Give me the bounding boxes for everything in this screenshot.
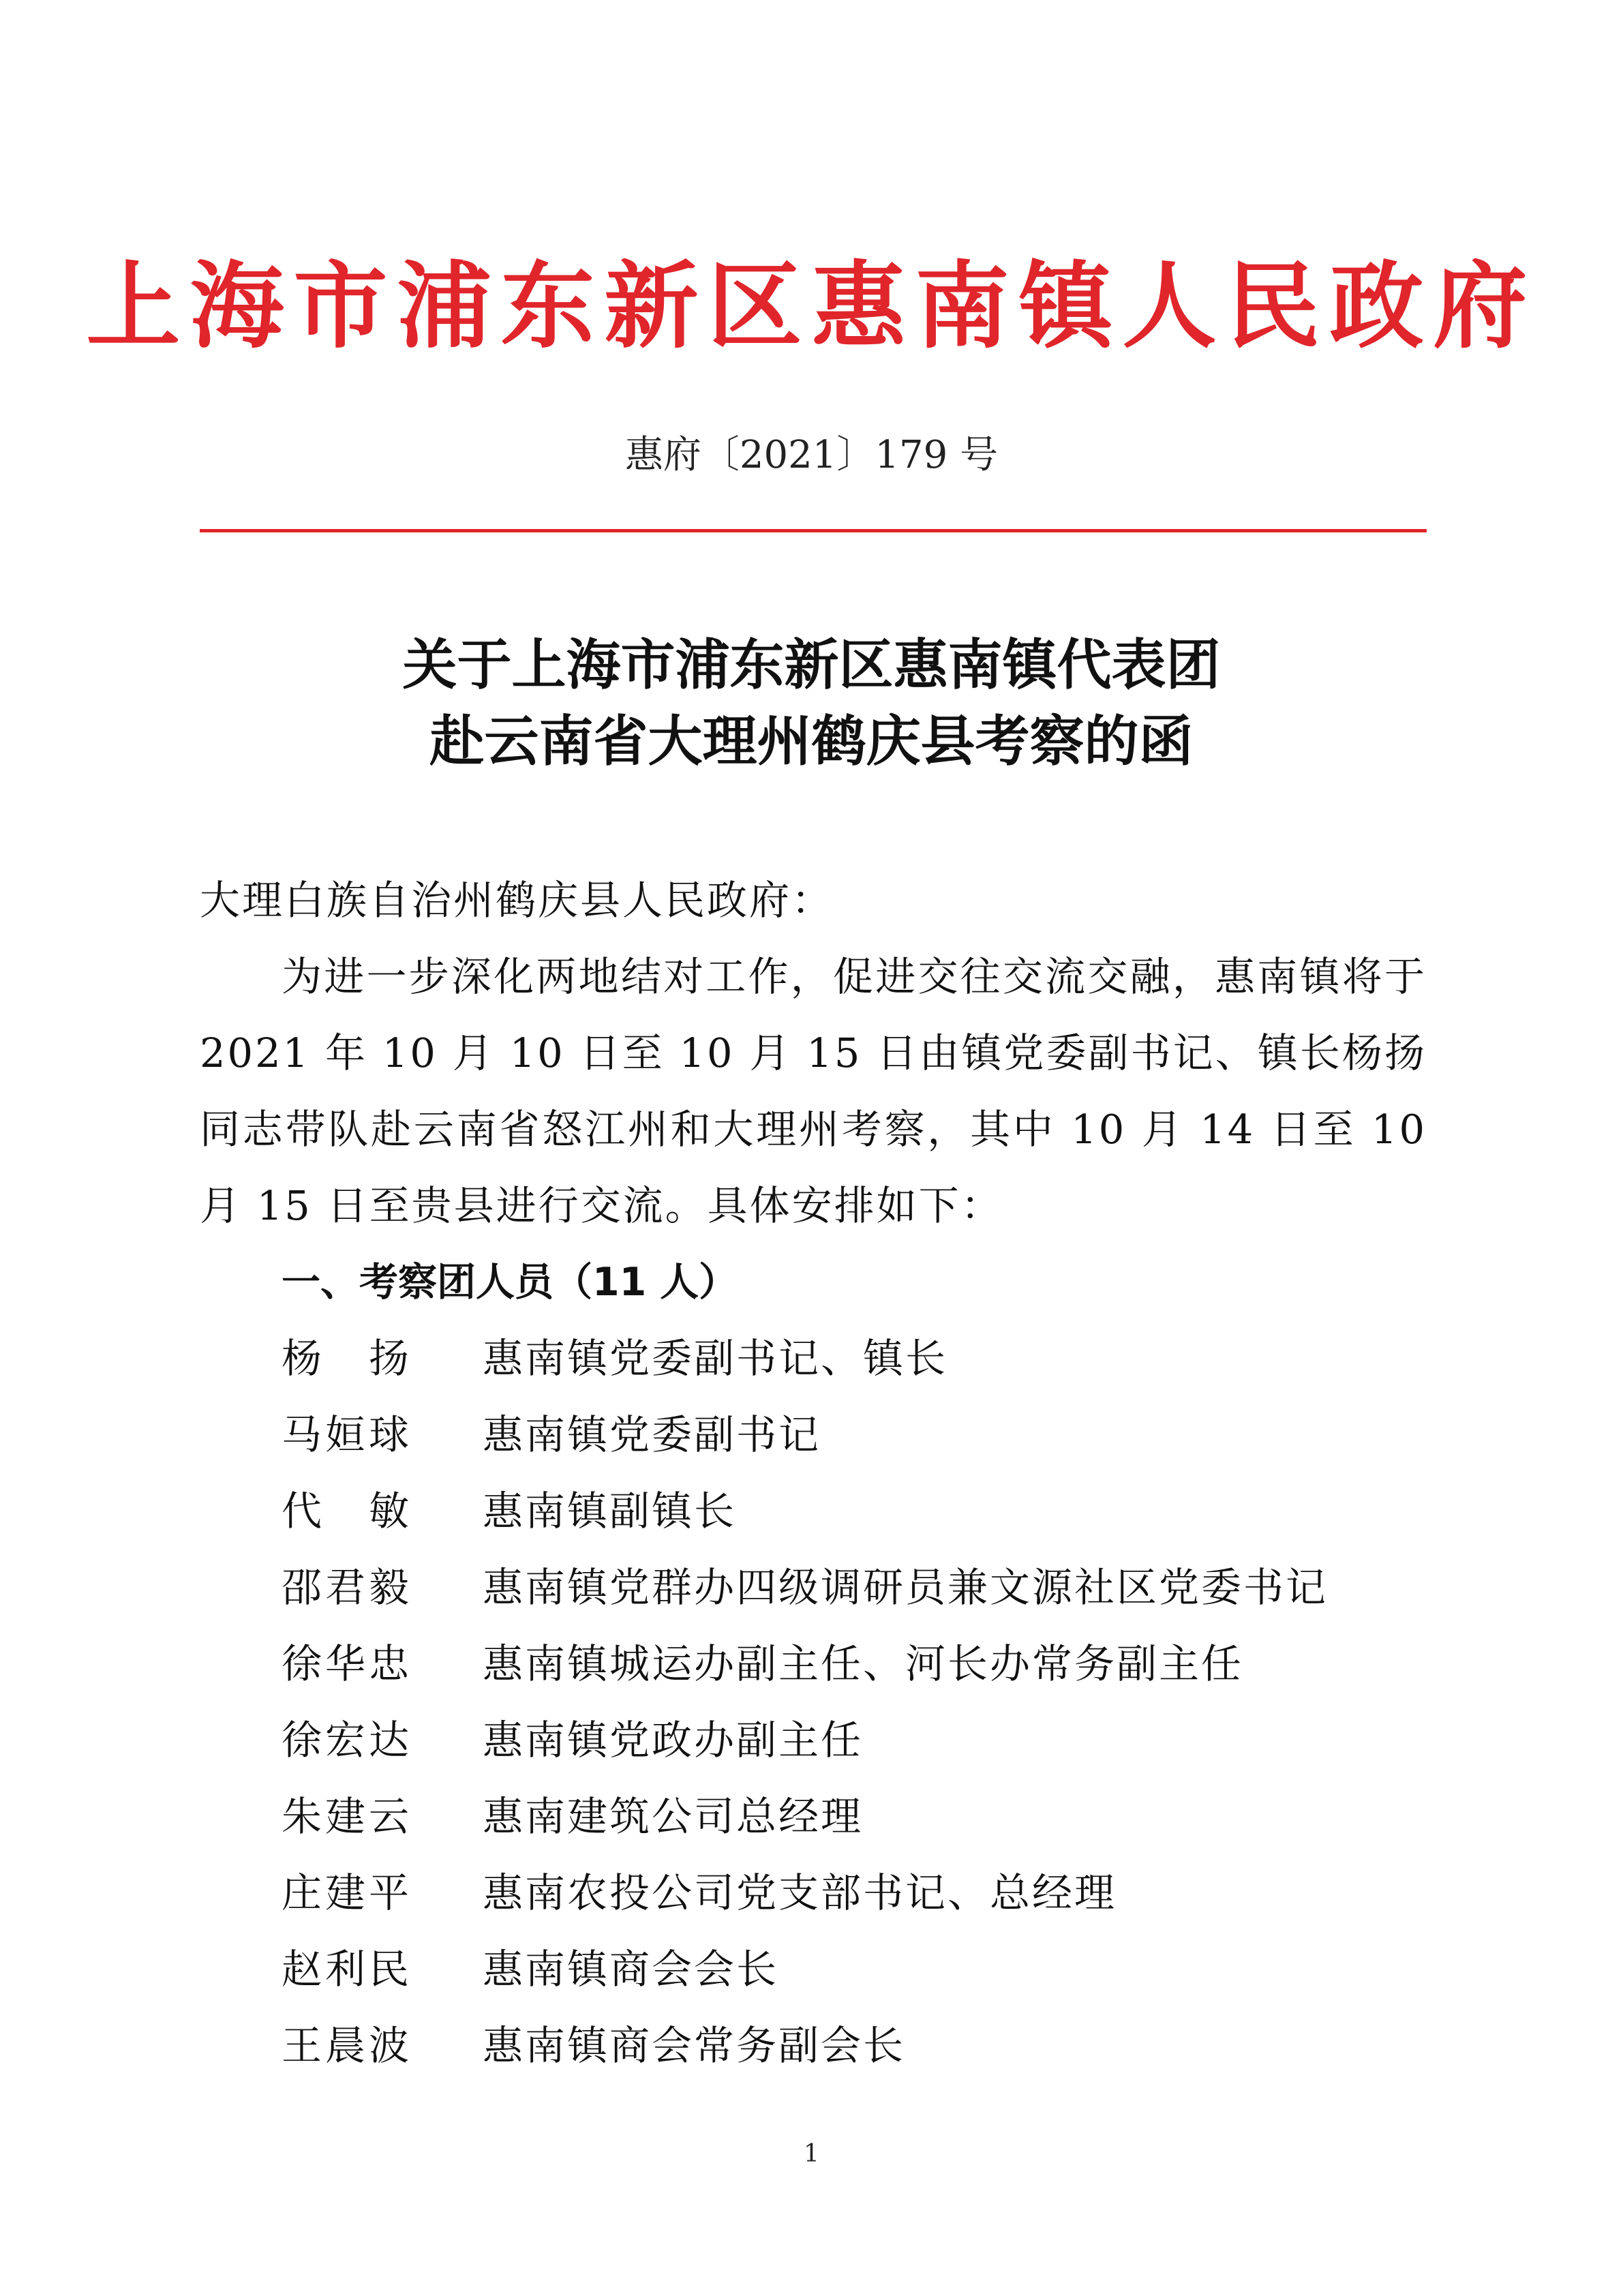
member-title: 惠南镇副镇长 xyxy=(483,1487,737,1535)
member-title: 惠南镇商会常务副会长 xyxy=(483,2022,906,2069)
member-row xyxy=(282,1779,1440,1855)
member-title: 惠南镇党委副书记 xyxy=(483,1411,821,1458)
member-row xyxy=(282,1931,1440,2008)
member-title: 惠南镇党群办四级调研员兼文源社区党委书记 xyxy=(483,1564,1329,1611)
member-title: 惠南镇城运办副主任、河长办常务副主任 xyxy=(483,1640,1244,1687)
member-title: 惠南镇党委副书记、镇长 xyxy=(483,1335,948,1382)
member-name: 代敏 xyxy=(282,1487,411,1535)
member-name: 赵利民 xyxy=(282,1946,411,1993)
member-row xyxy=(282,1855,1440,1931)
member-title: 惠南建筑公司总经理 xyxy=(483,1793,864,1840)
member-title: 惠南镇党政办副主任 xyxy=(483,1717,864,1764)
member-list xyxy=(282,1320,1440,2084)
member-name: 徐华忠 xyxy=(282,1640,411,1687)
member-row xyxy=(282,1626,1440,1702)
member-name: 马姮球 xyxy=(282,1411,411,1458)
page-number: 1 xyxy=(804,2140,819,2168)
document-number: 惠府〔2021〕179 号 xyxy=(624,433,999,477)
member-title: 惠南农投公司党支部书记、总经理 xyxy=(483,1869,1117,1916)
member-name: 王晨波 xyxy=(282,2022,411,2069)
member-name: 庄建平 xyxy=(282,1869,411,1916)
body-paragraph: 为进一步深化两地结对工作，促进交往交流交融，惠南镇将于 2021 年 10 月 10 日至 10 月 15 日由镇党委副书记、镇长杨扬同志带队赴云南省怒江州和大理州考察，其中 10 月 14 日至 10 月 15 日至贵县进行交流。具体安排如下： xyxy=(200,953,1427,1229)
salutation: 大理白族自治州鹤庆县人民政府： xyxy=(200,877,834,924)
member-name: 徐宏达 xyxy=(282,1717,411,1764)
member-row xyxy=(282,1550,1440,1626)
member-row xyxy=(282,1397,1440,1473)
document-title xyxy=(0,627,1623,780)
member-name: 杨扬 xyxy=(282,1335,411,1382)
issuer-header: 上海市浦东新区惠南镇人民政府 xyxy=(86,252,1537,361)
document-title-line-2: 赴云南省大理州鹤庆县考察的函 xyxy=(429,710,1194,773)
red-separator-line xyxy=(200,529,1427,532)
member-row xyxy=(282,1473,1440,1550)
member-title: 惠南镇商会会长 xyxy=(483,1946,779,1993)
document-title-line-1: 关于上海市浦东新区惠南镇代表团 xyxy=(402,633,1221,697)
member-row xyxy=(282,1702,1440,1779)
member-name: 朱建云 xyxy=(282,1793,411,1840)
member-name: 邵君毅 xyxy=(282,1564,411,1611)
section-heading-delegation: 一、考察团人员（11 人） xyxy=(282,1260,738,1305)
member-row xyxy=(282,1320,1440,1397)
member-row xyxy=(282,2008,1440,2084)
